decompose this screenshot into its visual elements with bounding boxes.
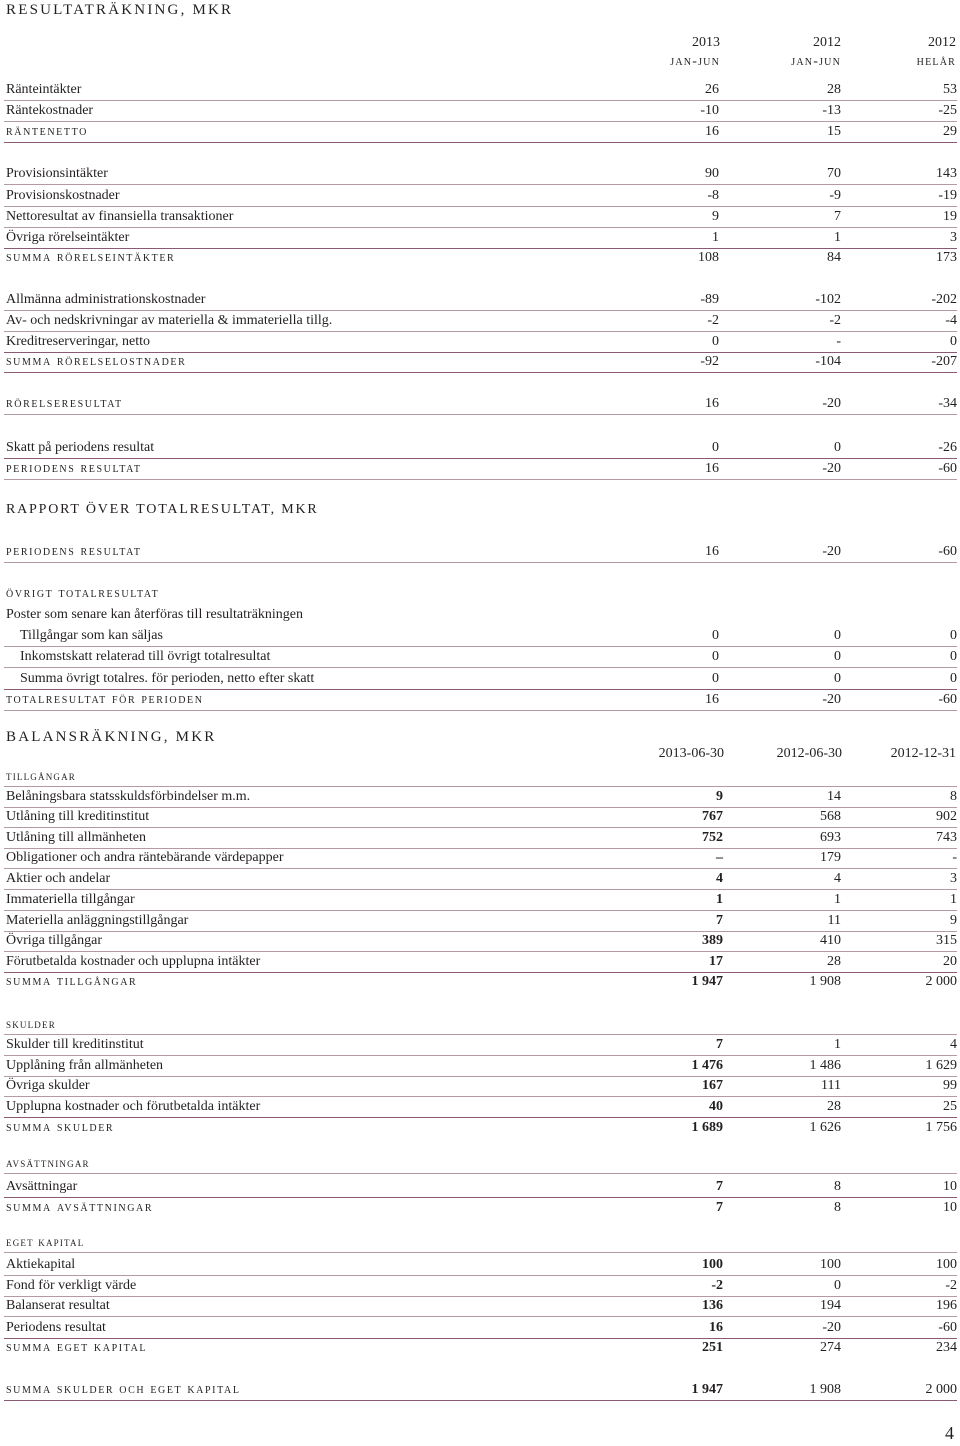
row-label: summa tillgångar: [6, 974, 138, 989]
row-label: Periodens resultat: [6, 1320, 106, 1335]
cell-value: 1: [834, 230, 841, 245]
table-row: [4, 583, 957, 604]
cell-value: -2: [829, 313, 841, 328]
table-row: [4, 1117, 957, 1138]
cell-value: 70: [827, 166, 841, 181]
cell-value: 14: [827, 789, 841, 804]
cell-value: 1: [950, 892, 957, 907]
row-label: Utlåning till kreditinstitut: [6, 809, 150, 824]
cell-value: 7: [716, 1179, 723, 1194]
cell-value: 4: [834, 871, 841, 886]
cell-value: 16: [705, 544, 719, 559]
cell-value: -19: [938, 188, 957, 203]
cell-value: 7: [834, 209, 841, 224]
row-label: Övriga tillgångar: [6, 933, 103, 948]
row-label: Fond för verkligt värde: [6, 1278, 137, 1293]
cell-value: 251: [702, 1340, 723, 1355]
table-row: [4, 625, 957, 647]
cell-value: 234: [936, 1340, 957, 1355]
cell-value: 0: [834, 649, 841, 664]
table-row: [4, 689, 957, 711]
cell-value: 16: [705, 692, 719, 707]
cell-value: 11: [827, 913, 841, 928]
cell-value: 16: [705, 396, 719, 411]
row-label: Provisionsintäkter: [6, 166, 108, 181]
cell-value: 196: [936, 1298, 957, 1313]
cell-value: 1: [712, 230, 719, 245]
cell-value: -60: [938, 1320, 957, 1335]
cell-value: -104: [815, 354, 841, 369]
row-label: Belåningsbara statsskuldsförbindelser m.m.: [6, 789, 251, 804]
cell-value: 111: [821, 1078, 841, 1093]
cell-value: 2 000: [925, 974, 957, 989]
table-row: [4, 1034, 957, 1056]
cell-value: 0: [950, 628, 957, 643]
cell-value: -: [836, 334, 841, 349]
cell-value: 0: [712, 440, 719, 455]
cell-value: 7: [716, 913, 723, 928]
cell-value: -2: [945, 1278, 957, 1293]
row-label: Övriga rörelseintäkter: [6, 230, 130, 245]
table-row: [4, 351, 957, 373]
cell-value: 0: [712, 671, 719, 686]
table-row: [4, 765, 957, 787]
cell-value: -: [952, 850, 957, 865]
row-label: Aktiekapital: [6, 1257, 76, 1272]
cell-value: 194: [820, 1298, 841, 1313]
table-row: [4, 1055, 957, 1077]
row-label: summa rörelseintäkter: [6, 250, 176, 265]
cell-value: -60: [938, 692, 957, 707]
row-label: Materiella anläggningstillgångar: [6, 913, 189, 928]
table-row: [4, 1075, 957, 1097]
cell-value: 0: [712, 628, 719, 643]
cell-value: 26: [705, 82, 719, 97]
cell-value: 568: [820, 809, 841, 824]
cell-value: 743: [936, 830, 957, 845]
table-row: [4, 786, 957, 808]
cell-value: 902: [936, 809, 957, 824]
table-row: [4, 1013, 957, 1035]
cell-value: 28: [827, 1099, 841, 1114]
cell-value: 90: [705, 166, 719, 181]
table-row: [4, 458, 957, 480]
cell-value: 410: [820, 933, 841, 948]
table-row: [4, 247, 957, 268]
row-label: övrigt totalresultat: [6, 586, 160, 601]
table-row: [4, 1176, 957, 1198]
table-row: [4, 185, 957, 207]
cell-value: 99: [943, 1078, 957, 1093]
row-label: periodens resultat: [6, 544, 142, 559]
cell-value: -20: [822, 692, 841, 707]
table-row: [4, 951, 957, 973]
table-row: [4, 1317, 957, 1339]
cell-value: 0: [712, 334, 719, 349]
cell-value: -60: [938, 544, 957, 559]
cell-value: 389: [702, 933, 723, 948]
table-row: [4, 227, 957, 249]
cell-value: 1 476: [691, 1058, 723, 1073]
cell-value: 1 947: [691, 974, 723, 989]
cell-value: 20: [943, 954, 957, 969]
cell-value: -25: [938, 103, 957, 118]
col-header-date: 2012-06-30: [776, 746, 842, 761]
row-label: Poster som senare kan återföras till resultaträkningen: [6, 607, 304, 622]
row-label: Avsättningar: [6, 1179, 78, 1194]
row-label: eget kapital: [6, 1234, 85, 1249]
row-label: Balanserat resultat: [6, 1298, 110, 1313]
table-row: [4, 646, 957, 668]
cell-value: 3: [950, 871, 957, 886]
cell-value: -20: [822, 461, 841, 476]
cell-value: -10: [700, 103, 719, 118]
table-row: [4, 437, 957, 459]
cell-value: 0: [950, 334, 957, 349]
table-row: [4, 121, 957, 143]
cell-value: 28: [827, 954, 841, 969]
cell-value: 693: [820, 830, 841, 845]
cell-value: 0: [834, 628, 841, 643]
cell-value: -92: [700, 354, 719, 369]
cell-value: 767: [702, 809, 723, 824]
cell-value: 7: [716, 1200, 723, 1215]
row-label: totalresultat för perioden: [6, 692, 204, 707]
cell-value: 40: [709, 1099, 723, 1114]
table-row: [4, 930, 957, 952]
table-row: [4, 1152, 957, 1174]
cell-value: 1 947: [691, 1382, 723, 1397]
table-row: [4, 100, 957, 122]
cell-value: 28: [827, 82, 841, 97]
table-row: [4, 1379, 957, 1401]
table-row: [4, 1254, 957, 1276]
cell-value: 0: [950, 671, 957, 686]
row-label: Immateriella tillgångar: [6, 892, 135, 907]
cell-value: 84: [827, 250, 841, 265]
col-header-period: jan-jun: [791, 54, 841, 69]
row-label: Ränteintäkter: [6, 82, 82, 97]
table-row: [4, 910, 957, 932]
row-label: summa rörelselostnader: [6, 354, 187, 369]
cell-value: 173: [936, 250, 957, 265]
row-label: skulder: [6, 1016, 56, 1031]
cell-value: -2: [707, 313, 719, 328]
col-header-date: 2012-12-31: [890, 746, 956, 761]
cell-value: 167: [702, 1078, 723, 1093]
row-label: Upplupna kostnader och förutbetalda intäkter: [6, 1099, 261, 1114]
col-header-period: helår: [916, 54, 956, 69]
table-row: [4, 604, 957, 625]
row-label: rörelseresultat: [6, 396, 123, 411]
income-title: RESULTATRÄKNING, MKR: [6, 2, 234, 18]
table-row: [4, 310, 957, 332]
cell-value: 19: [943, 209, 957, 224]
cell-value: 0: [950, 649, 957, 664]
cell-value: -13: [822, 103, 841, 118]
row-label: Skulder till kreditinstitut: [6, 1037, 144, 1052]
row-label: Upplåning från allmänheten: [6, 1058, 164, 1073]
cell-value: 16: [705, 461, 719, 476]
row-label: Inkomstskatt relaterad till övrigt totalresultat: [20, 649, 271, 664]
cell-value: 8: [950, 789, 957, 804]
table-row: [4, 541, 957, 563]
cell-value: 53: [943, 82, 957, 97]
table-row: [4, 1295, 957, 1317]
cell-value: 752: [702, 830, 723, 845]
row-label: Summa övrigt totalres. för perioden, netto efter skatt: [20, 671, 315, 686]
table-row: [4, 806, 957, 828]
cell-value: –: [716, 850, 723, 865]
cell-value: 9: [950, 913, 957, 928]
row-label: Utlåning till allmänheten: [6, 830, 146, 845]
cell-value: 108: [698, 250, 719, 265]
cell-value: 10: [943, 1200, 957, 1215]
row-label: Nettoresultat av finansiella transaktioner: [6, 209, 234, 224]
cell-value: 9: [716, 789, 723, 804]
row-label: summa skulder: [6, 1120, 115, 1135]
cell-value: -207: [931, 354, 957, 369]
row-label: Räntekostnader: [6, 103, 94, 118]
cell-value: -60: [938, 461, 957, 476]
table-row: [4, 889, 957, 911]
table-row: [4, 668, 957, 690]
row-label: Av- och nedskrivningar av materiella & immateriella tillg.: [6, 313, 333, 328]
table-row: [4, 163, 957, 185]
cell-value: -89: [700, 292, 719, 307]
cell-value: -4: [945, 313, 957, 328]
cell-value: 15: [827, 124, 841, 139]
table-row: [4, 847, 957, 869]
cell-value: -34: [938, 396, 957, 411]
table-row: [4, 206, 957, 228]
cell-value: 29: [943, 124, 957, 139]
table-row: [4, 1197, 957, 1218]
cell-value: 7: [716, 1037, 723, 1052]
cell-value: -202: [931, 292, 957, 307]
cell-value: 9: [712, 209, 719, 224]
cell-value: 1: [834, 892, 841, 907]
cell-value: 315: [936, 933, 957, 948]
cell-value: 25: [943, 1099, 957, 1114]
cell-value: 100: [936, 1257, 957, 1272]
cell-value: -20: [822, 544, 841, 559]
table-row: [4, 971, 957, 992]
row-label: summa eget kapital: [6, 1340, 148, 1355]
total-title: RAPPORT ÖVER TOTALRESULTAT, MKR: [6, 502, 319, 517]
table-row: [4, 331, 957, 353]
cell-value: 100: [820, 1257, 841, 1272]
cell-value: -102: [815, 292, 841, 307]
table-row: [4, 868, 957, 890]
cell-value: 0: [834, 671, 841, 686]
cell-value: 1 626: [809, 1120, 841, 1135]
cell-value: 0: [834, 1278, 841, 1293]
col-header-year: 2012: [813, 35, 841, 50]
table-row: [4, 79, 957, 101]
table-row: [4, 827, 957, 849]
table-row: [4, 1096, 957, 1118]
cell-value: -20: [822, 1320, 841, 1335]
row-label: Kreditreserveringar, netto: [6, 334, 151, 349]
row-label: Provisionskostnader: [6, 188, 120, 203]
balance-title: BALANSRÄKNING, MKR: [6, 729, 217, 745]
row-label: avsättningar: [6, 1155, 90, 1170]
row-label: tillgångar: [6, 768, 76, 783]
row-label: Aktier och andelar: [6, 871, 111, 886]
cell-value: 8: [834, 1200, 841, 1215]
cell-value: 16: [705, 124, 719, 139]
cell-value: 8: [834, 1179, 841, 1194]
col-header-date: 2013-06-30: [658, 746, 724, 761]
cell-value: 2 000: [925, 1382, 957, 1397]
cell-value: 100: [702, 1257, 723, 1272]
cell-value: 0: [834, 440, 841, 455]
cell-value: 1 486: [809, 1058, 841, 1073]
row-label: räntenetto: [6, 124, 88, 139]
cell-value: 3: [950, 230, 957, 245]
cell-value: 179: [820, 850, 841, 865]
cell-value: 16: [709, 1320, 723, 1335]
row-label: Tillgångar som kan säljas: [20, 628, 163, 643]
table-row: [4, 289, 957, 311]
row-label: Allmänna administrationskostnader: [6, 292, 206, 307]
row-label: Förutbetalda kostnader och upplupna intäkter: [6, 954, 261, 969]
cell-value: 1 756: [925, 1120, 957, 1135]
cell-value: 143: [936, 166, 957, 181]
page-number: 4: [945, 1423, 954, 1443]
col-header-year: 2012: [928, 35, 956, 50]
cell-value: -20: [822, 396, 841, 411]
cell-value: -9: [829, 188, 841, 203]
cell-value: 4: [716, 871, 723, 886]
row-label: Övriga skulder: [6, 1078, 90, 1093]
table-row: [4, 393, 957, 415]
cell-value: 1 908: [809, 974, 841, 989]
cell-value: 4: [950, 1037, 957, 1052]
col-header-year: 2013: [692, 35, 720, 50]
cell-value: -26: [938, 440, 957, 455]
cell-value: 1 629: [925, 1058, 957, 1073]
cell-value: 1: [834, 1037, 841, 1052]
row-label: summa skulder och eget kapital: [6, 1382, 241, 1397]
cell-value: 274: [820, 1340, 841, 1355]
row-label: summa avsättningar: [6, 1200, 154, 1215]
cell-value: 10: [943, 1179, 957, 1194]
table-row: [4, 1275, 957, 1297]
row-label: Skatt på periodens resultat: [6, 440, 155, 455]
cell-value: 1 908: [809, 1382, 841, 1397]
row-label: Obligationer och andra räntebärande värdepapper: [6, 850, 284, 865]
table-row: [4, 1337, 957, 1358]
cell-value: 0: [712, 649, 719, 664]
col-header-period: jan-jun: [670, 54, 720, 69]
cell-value: 1 689: [691, 1120, 723, 1135]
cell-value: -2: [711, 1278, 723, 1293]
cell-value: 136: [702, 1298, 723, 1313]
cell-value: 17: [709, 954, 723, 969]
cell-value: -8: [707, 188, 719, 203]
table-row: [4, 1231, 957, 1253]
cell-value: 1: [716, 892, 723, 907]
row-label: periodens resultat: [6, 461, 142, 476]
